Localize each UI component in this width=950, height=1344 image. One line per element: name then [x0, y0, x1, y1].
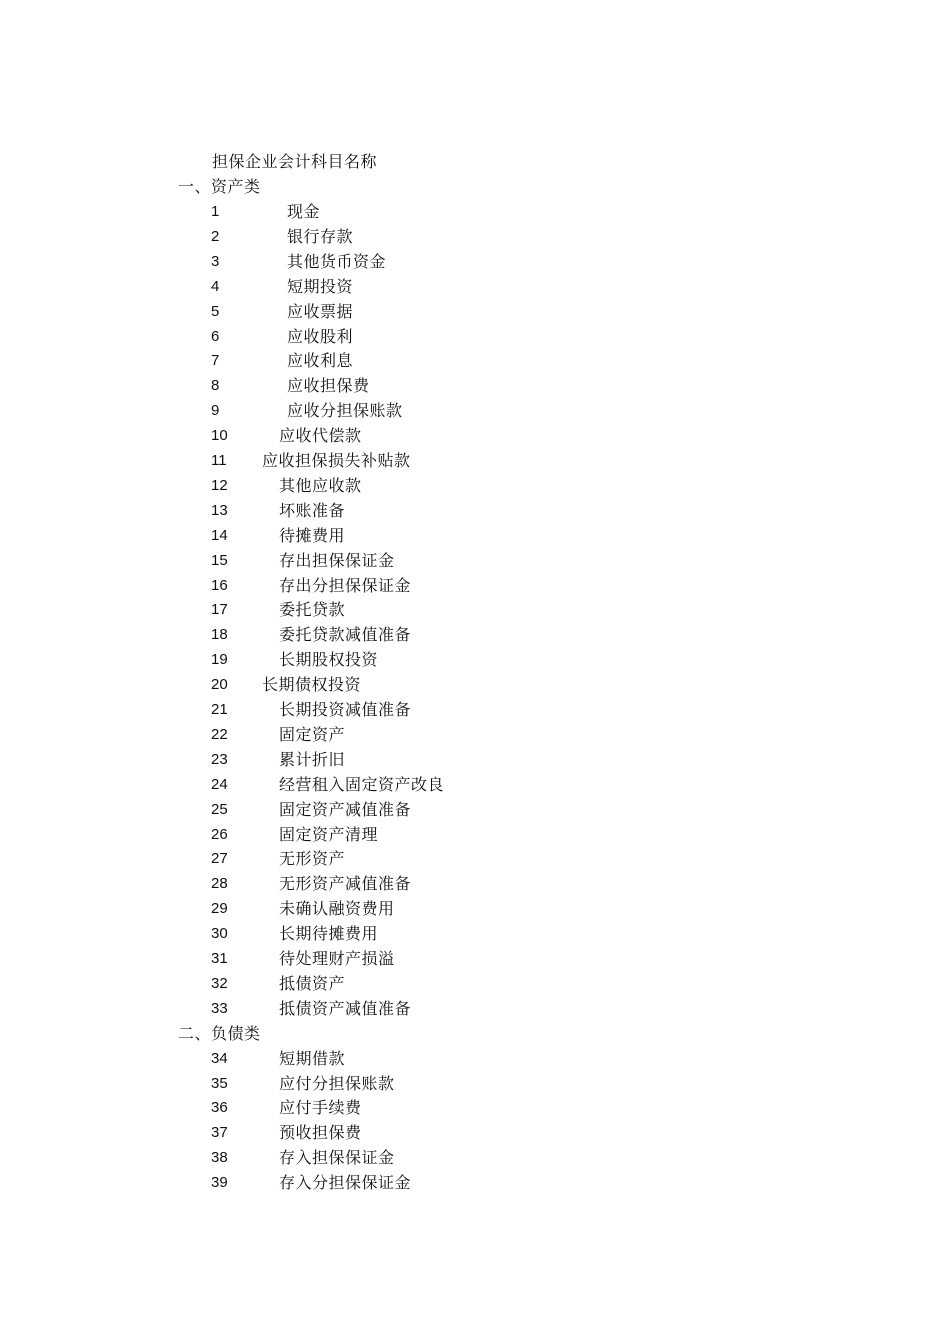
item-number: 23 — [211, 750, 228, 768]
item-name: 固定资产 — [279, 724, 346, 744]
list-item — [0, 400, 950, 422]
list-item — [0, 599, 950, 621]
item-number: 39 — [211, 1174, 228, 1192]
item-number: 27 — [211, 850, 228, 868]
item-number: 5 — [211, 302, 220, 320]
item-name: 固定资产清理 — [279, 824, 379, 844]
item-name: 待摊费用 — [279, 525, 346, 545]
list-item — [0, 898, 950, 920]
item-number: 28 — [211, 875, 228, 893]
list-item — [0, 624, 950, 646]
list-item — [0, 575, 950, 597]
item-name: 应收利息 — [287, 351, 354, 371]
list-item — [0, 774, 950, 796]
item-name: 长期投资减值准备 — [279, 700, 412, 719]
item-name: 委托贷款减值准备 — [279, 625, 412, 645]
item-number: 25 — [211, 800, 228, 818]
list-item — [0, 848, 950, 870]
item-number: 8 — [211, 377, 220, 395]
item-number: 15 — [211, 551, 228, 569]
list-item — [0, 201, 950, 223]
item-name: 应收担保损失补贴款 — [262, 451, 411, 470]
item-name: 长期股权投资 — [279, 650, 379, 670]
list-item — [0, 948, 950, 970]
item-name: 应收代偿款 — [279, 426, 362, 446]
list-item — [0, 1172, 950, 1194]
item-name: 委托贷款 — [279, 600, 346, 620]
item-name: 应收担保费 — [287, 376, 370, 396]
item-number: 17 — [211, 601, 228, 619]
item-name: 坏账准备 — [279, 500, 346, 520]
item-number: 10 — [211, 427, 228, 445]
item-number: 7 — [211, 352, 220, 370]
item-number: 3 — [211, 252, 220, 270]
item-number: 37 — [211, 1124, 228, 1142]
item-name: 应收股利 — [287, 326, 354, 346]
item-number: 32 — [211, 974, 228, 992]
item-number: 20 — [211, 676, 228, 694]
list-item — [0, 350, 950, 372]
list-item — [0, 475, 950, 497]
item-name: 固定资产减值准备 — [279, 799, 412, 819]
item-name: 其他应收款 — [279, 475, 362, 495]
item-name: 短期借款 — [279, 1048, 346, 1068]
list-item — [0, 226, 950, 248]
item-number: 6 — [211, 327, 220, 345]
list-item — [0, 674, 950, 696]
item-number: 36 — [211, 1099, 228, 1117]
item-number: 35 — [211, 1074, 228, 1092]
item-name: 存出担保保证金 — [279, 550, 395, 570]
list-item — [0, 649, 950, 671]
list-item — [0, 251, 950, 273]
item-number: 38 — [211, 1149, 228, 1167]
item-number: 16 — [211, 576, 228, 594]
item-number: 22 — [211, 725, 228, 743]
item-name: 经营租入固定资产改良 — [279, 774, 445, 794]
item-name: 未确认融资费用 — [279, 899, 395, 919]
item-number: 9 — [211, 402, 220, 420]
list-item — [0, 1073, 950, 1095]
item-number: 34 — [211, 1049, 228, 1067]
section-heading: 二、负债类 — [178, 1023, 261, 1043]
list-item — [0, 525, 950, 547]
list-item — [0, 1122, 950, 1144]
item-name: 应收分担保账款 — [287, 401, 403, 421]
item-number: 12 — [211, 476, 228, 494]
item-number: 30 — [211, 925, 228, 943]
item-number: 4 — [211, 277, 220, 295]
item-name: 存入分担保保证金 — [279, 1173, 412, 1193]
item-name: 累计折旧 — [279, 749, 346, 769]
item-name: 应收票据 — [287, 301, 354, 321]
item-number: 18 — [211, 626, 228, 644]
list-item — [0, 550, 950, 572]
item-number: 11 — [211, 452, 227, 469]
item-number: 31 — [211, 950, 228, 967]
item-number: 21 — [211, 701, 228, 718]
item-name: 抵债资产 — [279, 973, 346, 993]
list-item — [0, 1147, 950, 1169]
item-number: 33 — [211, 999, 228, 1017]
item-name: 预收担保费 — [279, 1123, 362, 1143]
item-name: 存入担保保证金 — [279, 1148, 395, 1168]
item-number: 2 — [211, 227, 220, 245]
item-number: 29 — [211, 900, 228, 918]
list-item — [0, 998, 950, 1020]
list-item — [0, 425, 950, 447]
list-item — [0, 923, 950, 945]
list-item — [0, 699, 950, 721]
item-number: 13 — [211, 501, 228, 519]
item-name: 银行存款 — [287, 226, 354, 246]
item-name: 短期投资 — [287, 276, 354, 296]
item-number: 26 — [211, 825, 228, 843]
item-name: 长期债权投资 — [262, 675, 362, 695]
list-item — [0, 1048, 950, 1070]
section-heading: 一、资产类 — [178, 177, 261, 196]
list-item — [0, 450, 950, 472]
list-item — [0, 973, 950, 995]
list-item — [0, 500, 950, 522]
list-item — [0, 749, 950, 771]
item-name: 抵债资产减值准备 — [279, 998, 412, 1018]
list-item — [0, 276, 950, 298]
item-name: 现金 — [287, 202, 321, 221]
list-item — [0, 375, 950, 397]
item-name: 存出分担保保证金 — [279, 575, 412, 595]
list-item — [0, 824, 950, 846]
item-name: 无形资产 — [279, 849, 346, 869]
list-item — [0, 799, 950, 821]
item-number: 1 — [211, 203, 220, 220]
item-number: 24 — [211, 775, 228, 793]
list-item — [0, 1097, 950, 1119]
list-item — [0, 873, 950, 895]
list-item — [0, 326, 950, 348]
item-name: 待处理财产损溢 — [279, 949, 395, 968]
item-name: 其他货币资金 — [287, 251, 387, 271]
item-number: 19 — [211, 651, 228, 669]
page-title: 担保企业会计科目名称 — [212, 152, 378, 171]
list-item — [0, 724, 950, 746]
item-name: 应付分担保账款 — [279, 1073, 395, 1093]
item-name: 无形资产减值准备 — [279, 874, 412, 894]
list-item — [0, 301, 950, 323]
item-name: 长期待摊费用 — [279, 924, 379, 944]
item-number: 14 — [211, 526, 228, 544]
item-name: 应付手续费 — [279, 1098, 362, 1118]
